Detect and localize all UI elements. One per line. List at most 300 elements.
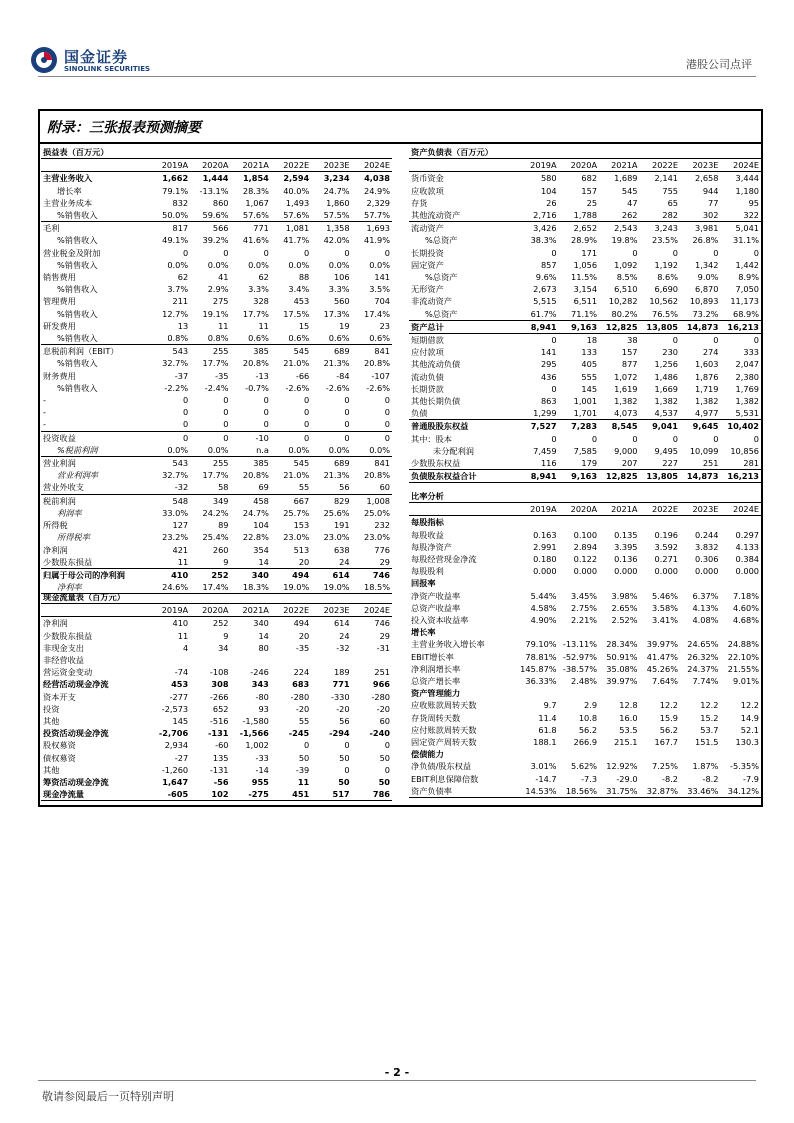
table-cell: 104 [253, 520, 269, 531]
year-header: 2021A [231, 159, 271, 172]
table-row [41, 345, 392, 358]
table-cell: 23.2% [162, 532, 189, 543]
row-label: %总资产 [425, 235, 458, 246]
row-label: 资产负债率 [409, 785, 518, 798]
table-cell [599, 626, 639, 638]
table-cell: 1,442 [735, 259, 759, 270]
table-cell: 89 [218, 520, 229, 531]
table-cell: 33.0% [162, 507, 189, 518]
table-cell: 29 [379, 630, 390, 641]
table-cell: -32 [336, 642, 350, 653]
table-cell: 14 [258, 630, 269, 641]
table-cell: 9 [190, 556, 230, 569]
row-label: 资产管理能力 [411, 688, 461, 699]
table-cell: -1,580 [242, 716, 269, 727]
table-cell: 0 [182, 432, 189, 443]
table-cell: 260 [212, 544, 229, 555]
table-cell: 53.7 [700, 724, 719, 735]
table-cell: 41.7% [283, 235, 310, 246]
row-label: 非流动资产 [411, 296, 452, 307]
table-row [41, 654, 392, 666]
row-label: 少数股东权益 [409, 457, 518, 470]
table-cell: 517 [311, 788, 351, 801]
table-cell: 494 [292, 569, 310, 580]
table-cell: 0 [344, 764, 350, 775]
table-cell: 0 [223, 247, 229, 258]
table-cell: -131 [208, 728, 229, 739]
table-cell: 42.0% [323, 235, 350, 246]
table-row [41, 544, 392, 556]
table-cell: -84 [336, 370, 350, 381]
table-cell: 24.65% [687, 639, 719, 650]
table-cell: 12.2 [740, 700, 759, 711]
table-cell: 21.3% [323, 470, 350, 481]
income-statement-table [41, 146, 392, 594]
table-cell: 1,008 [366, 495, 390, 506]
table-cell: 0 [304, 247, 310, 258]
table-cell: -38.57% [562, 663, 598, 674]
table-cell: 78.81% [525, 651, 557, 662]
table-cell: 12.8 [619, 700, 638, 711]
table-cell: 704 [374, 296, 390, 307]
table-cell: 436 [540, 371, 557, 382]
table-cell: 513 [293, 544, 310, 555]
table-cell [518, 516, 558, 529]
ratio-analysis-table [409, 490, 761, 798]
table-cell: 41.6% [242, 235, 269, 246]
table-cell: 4.90% [530, 615, 557, 626]
table-cell: 68.9% [720, 308, 761, 321]
table-cell: 28.3% [242, 185, 269, 196]
year-header: 2022E [271, 159, 311, 172]
table-cell: 841 [374, 458, 390, 469]
table-row [409, 358, 761, 370]
table-cell: 20 [298, 630, 310, 641]
table-cell: 746 [372, 569, 390, 580]
table-cell: 15 [298, 320, 310, 331]
table-row [409, 433, 761, 445]
table-cell: 24.7% [242, 507, 269, 518]
table-cell: 19.1% [202, 308, 229, 319]
table-cell: 227 [640, 457, 680, 470]
table-cell: 39.97% [646, 639, 678, 650]
table-cell: 0 [304, 407, 310, 418]
table-cell [271, 654, 311, 666]
table-row [409, 736, 761, 748]
table-cell: 1,769 [735, 383, 759, 394]
row-label: 利润率 [57, 507, 82, 518]
table-row [409, 383, 761, 395]
table-cell: -33 [255, 752, 269, 763]
table-cell: 188.1 [533, 737, 557, 748]
table-cell: 2,047 [735, 359, 759, 370]
table-cell: 0 [551, 335, 557, 346]
table-cell: 0 [263, 395, 269, 406]
table-cell: 19.8% [611, 235, 638, 246]
table-cell: 0 [231, 418, 271, 431]
table-cell: 3.3% [328, 284, 350, 295]
table-cell: 3.98% [611, 590, 638, 601]
table-cell: 25 [586, 197, 598, 208]
table-cell: 57.5% [311, 209, 351, 222]
table-cell: 841 [374, 346, 390, 357]
table-cell: 130.3 [735, 737, 759, 748]
table-cell: 0 [384, 247, 390, 258]
table-cell: 50 [378, 777, 390, 788]
table-cell: 50 [339, 752, 350, 763]
table-cell: 944 [702, 185, 719, 196]
table-cell: 61.7% [518, 308, 558, 321]
year-header: 2023E [311, 604, 351, 617]
table-cell: 24.7% [323, 185, 350, 196]
table-cell: 3.01% [530, 761, 557, 772]
section-title: 现金流量表（百万元） [41, 591, 392, 604]
section-title-row [41, 591, 392, 604]
table-cell: 2,380 [735, 371, 759, 382]
table-cell: 0.0% [150, 444, 190, 457]
table-cell: 614 [333, 618, 350, 629]
row-label: 增长率 [411, 627, 436, 638]
table-cell: 0 [182, 407, 189, 418]
row-label: %销售收入 [41, 209, 150, 222]
table-cell: 0 [344, 740, 350, 751]
table-cell: 0 [344, 395, 350, 406]
table-cell: 0.0% [167, 259, 189, 270]
table-cell: 26.32% [687, 651, 719, 662]
row-label: 少数股东损益 [43, 630, 93, 641]
table-cell: 543 [172, 458, 189, 469]
table-cell: 251 [680, 457, 720, 470]
table-cell: 255 [212, 458, 229, 469]
table-cell: 0.0% [271, 444, 311, 457]
table-cell: 0 [672, 335, 678, 346]
table-cell: 1,647 [162, 777, 189, 788]
table-cell: 494 [293, 618, 310, 629]
table-cell: 405 [581, 359, 598, 370]
table-cell: 0 [263, 247, 269, 258]
table-cell: -1,566 [239, 728, 269, 739]
row-label: 其中：股本 [411, 433, 452, 444]
table-cell: 1,619 [614, 383, 638, 394]
table-row [409, 699, 761, 711]
table-cell: 17.4% [190, 581, 230, 594]
table-cell [720, 516, 761, 529]
table-cell: -80 [255, 691, 269, 702]
table-cell: 0 [263, 407, 269, 418]
year-header: 2020A [190, 159, 230, 172]
table-cell: 0.180 [533, 554, 557, 565]
row-label: %总资产 [409, 308, 518, 321]
table-cell: 832 [172, 197, 189, 208]
table-row [409, 346, 761, 358]
row-label: EBIT增长率 [411, 651, 454, 662]
table-cell: 282 [640, 209, 680, 222]
table-cell: 53.5 [619, 724, 638, 735]
table-cell: 7.25% [651, 761, 678, 772]
table-cell: 41.9% [363, 235, 390, 246]
table-cell: 116 [518, 457, 558, 470]
table-cell: 230 [662, 347, 678, 358]
table-cell: 22.10% [727, 651, 759, 662]
table-cell: 6,690 [654, 284, 678, 295]
table-cell: -0.7% [245, 382, 269, 393]
row-label: 应付账款周转天数 [411, 724, 477, 735]
table-cell: 0 [352, 418, 392, 431]
table-row [41, 752, 392, 764]
table-cell: 18.5% [352, 581, 392, 594]
table-row [41, 406, 392, 418]
table-cell: 295 [540, 359, 557, 370]
table-cell: 2,716 [518, 209, 558, 222]
table-cell: 95 [748, 197, 759, 208]
table-cell: 1,382 [735, 396, 759, 407]
balance-sheet-table [409, 146, 761, 483]
table-row [409, 785, 761, 798]
table-cell: 667 [293, 495, 310, 506]
table-cell: 0.100 [573, 529, 598, 540]
table-cell: 17.3% [323, 308, 350, 319]
table-cell: 566 [212, 223, 229, 234]
table-row [409, 651, 761, 663]
table-cell: 9.7 [543, 700, 557, 711]
table-cell: 9,645 [692, 421, 719, 432]
table-row [409, 295, 761, 307]
table-cell: 2,594 [283, 173, 310, 184]
table-cell [231, 654, 271, 666]
table-cell: 60 [379, 716, 390, 727]
table-cell: 0 [311, 418, 351, 431]
table-cell: 2.894 [573, 541, 598, 552]
table-cell: 0.0% [190, 444, 230, 457]
table-cell: 167.7 [654, 737, 678, 748]
table-cell: 1,382 [654, 396, 678, 407]
table-cell: 151.5 [695, 737, 719, 748]
row-label: 投资活动现金净流 [43, 728, 109, 739]
table-cell: 0 [384, 395, 390, 406]
table-cell: -7.9 [743, 773, 759, 784]
table-cell: 4.68% [732, 615, 759, 626]
table-row [41, 295, 392, 307]
table-cell: 0 [713, 335, 719, 346]
table-cell: 23 [379, 320, 390, 331]
table-cell: -52.97% [562, 651, 598, 662]
table-cell: 69 [231, 481, 271, 494]
table-cell: 0.244 [695, 529, 719, 540]
table-cell: 0 [384, 432, 390, 443]
row-label: 未分配利润 [433, 445, 474, 456]
table-row [409, 638, 761, 650]
table-cell: 76.5% [640, 308, 680, 321]
table-cell: 31.75% [599, 785, 639, 798]
table-cell: 1,689 [614, 173, 638, 184]
table-cell: 689 [333, 346, 350, 357]
table-cell: 153 [293, 520, 310, 531]
table-cell: 2,673 [533, 284, 557, 295]
table-cell: -280 [290, 691, 310, 702]
table-cell: 22.8% [242, 532, 269, 543]
table-cell: 349 [212, 495, 229, 506]
table-cell [640, 687, 680, 699]
table-cell: 1,444 [202, 173, 229, 184]
table-cell: 2.52% [611, 615, 638, 626]
table-cell: 0.135 [614, 529, 638, 540]
row-label: 每股指标 [411, 517, 444, 528]
table-row [409, 529, 761, 541]
table-cell: 3.7% [167, 284, 189, 295]
table-cell: 638 [333, 544, 350, 555]
table-cell: 8,545 [611, 421, 638, 432]
table-cell: 262 [599, 209, 639, 222]
table-cell: 340 [251, 569, 269, 580]
table-cell: -60 [215, 740, 229, 751]
table-cell: 0 [551, 433, 557, 444]
table-cell: 1,486 [654, 371, 678, 382]
table-cell: 0.8% [150, 332, 190, 345]
table-cell: 59.6% [190, 209, 230, 222]
row-label: 所得税率 [57, 532, 90, 543]
table-row [409, 748, 761, 760]
table-row [409, 209, 761, 222]
table-cell: n.a [231, 444, 271, 457]
table-cell: 9,041 [652, 421, 678, 432]
table-cell: 7.74% [692, 676, 719, 687]
table-cell: 17.7% [202, 358, 229, 369]
year-header: 2021A [599, 159, 639, 172]
table-row [41, 172, 392, 185]
table-cell: 0.297 [735, 529, 759, 540]
table-cell: 0.0% [248, 259, 269, 270]
header-blank [409, 503, 518, 516]
table-row [409, 420, 761, 433]
table-cell: 1,382 [695, 396, 719, 407]
table-cell: 4,073 [599, 407, 639, 420]
table-cell: 25.4% [202, 532, 229, 543]
table-cell: 1,788 [559, 209, 599, 222]
table-cell: 9 [223, 630, 229, 641]
table-cell: 10.8 [578, 712, 598, 723]
table-cell: 14,873 [680, 470, 720, 483]
row-label: 其他 [43, 764, 60, 775]
table-cell: 1,603 [695, 359, 719, 370]
table-row [41, 568, 392, 581]
table-cell: 20.8% [363, 358, 390, 369]
table-cell: 49.1% [162, 235, 189, 246]
section-title-row [41, 146, 392, 159]
header-blank [41, 159, 150, 172]
table-cell: 545 [293, 458, 310, 469]
row-label: 所得税 [43, 520, 68, 531]
table-cell: 0 [632, 433, 638, 444]
table-cell: 13,805 [640, 470, 680, 483]
row-label: 长期贷款 [411, 383, 444, 394]
row-label: 净利率 [41, 581, 150, 594]
table-row [41, 788, 392, 801]
table-cell: -5.35% [730, 761, 759, 772]
table-cell: 0 [551, 247, 557, 258]
table-cell: 21.0% [283, 470, 310, 481]
table-cell: 141 [540, 347, 557, 358]
row-label: 流动资产 [411, 223, 444, 234]
table-row [41, 259, 392, 271]
table-cell: 343 [251, 679, 269, 690]
table-cell: 9,163 [559, 470, 599, 483]
table-cell: 24.2% [202, 507, 229, 518]
table-cell: 11 [258, 320, 269, 331]
row-label: 主营业务收入增长率 [411, 639, 485, 650]
table-cell: -27 [174, 752, 189, 763]
row-label: 短期借款 [411, 335, 444, 346]
row-label: 投资收益 [43, 432, 76, 443]
table-cell: 38.3% [530, 235, 557, 246]
table-cell: 20.8% [363, 470, 390, 481]
table-cell: 817 [172, 223, 189, 234]
row-label: 主营业务收入 [43, 173, 93, 184]
table-cell: 4,977 [680, 407, 720, 420]
row-label: 非现金支出 [43, 642, 84, 653]
row-label: %销售收入 [57, 358, 98, 369]
table-cell: 88 [298, 272, 310, 283]
logo-chinese-name: 国金证券 [64, 48, 129, 66]
table-cell: 776 [374, 544, 390, 555]
table-cell: 211 [172, 296, 189, 307]
table-cell: 50 [338, 777, 350, 788]
table-row [41, 519, 392, 531]
table-cell: -275 [231, 788, 271, 801]
table-cell: 4.133 [735, 541, 759, 552]
table-cell: 328 [253, 296, 269, 307]
row-label: - [41, 418, 150, 431]
table-cell: 281 [720, 457, 761, 470]
table-cell: 26 [546, 197, 557, 208]
table-cell: 5,515 [533, 296, 557, 307]
table-cell: 21.0% [283, 358, 310, 369]
table-cell: 0 [182, 247, 189, 258]
table-cell: -2,706 [158, 728, 189, 739]
table-cell: 0.0% [369, 259, 390, 270]
table-cell: 786 [352, 788, 392, 801]
table-row [41, 247, 392, 259]
table-cell: 2,141 [654, 173, 678, 184]
table-row [41, 507, 392, 519]
row-label: 毛利 [43, 223, 60, 234]
table-cell: 15.9 [659, 712, 678, 723]
table-cell: -14 [255, 764, 269, 775]
table-cell: 0 [190, 418, 230, 431]
table-row [409, 407, 761, 420]
table-cell: 2.48% [571, 676, 598, 687]
table-cell: 11.4 [538, 712, 557, 723]
table-cell: 18.3% [231, 581, 271, 594]
table-cell: 29 [352, 556, 392, 569]
table-cell: -2.6% [325, 382, 350, 393]
table-cell: 0 [713, 433, 719, 444]
table-row [409, 283, 761, 295]
table-cell: 10,402 [727, 421, 759, 432]
row-label: 应收款项 [411, 185, 444, 196]
table-cell: -131 [209, 764, 229, 775]
table-cell: 683 [292, 679, 310, 690]
table-cell [518, 748, 558, 760]
table-cell: 1,662 [162, 173, 189, 184]
table-cell: 3,444 [735, 173, 759, 184]
table-cell: 14.9 [740, 712, 759, 723]
ratio-analysis-panel [409, 490, 761, 798]
year-header: 2019A [150, 159, 190, 172]
table-cell: 47 [627, 197, 638, 208]
title-bar [40, 111, 761, 144]
table-cell: 863 [540, 396, 557, 407]
row-label: 主营业务成本 [43, 197, 93, 208]
